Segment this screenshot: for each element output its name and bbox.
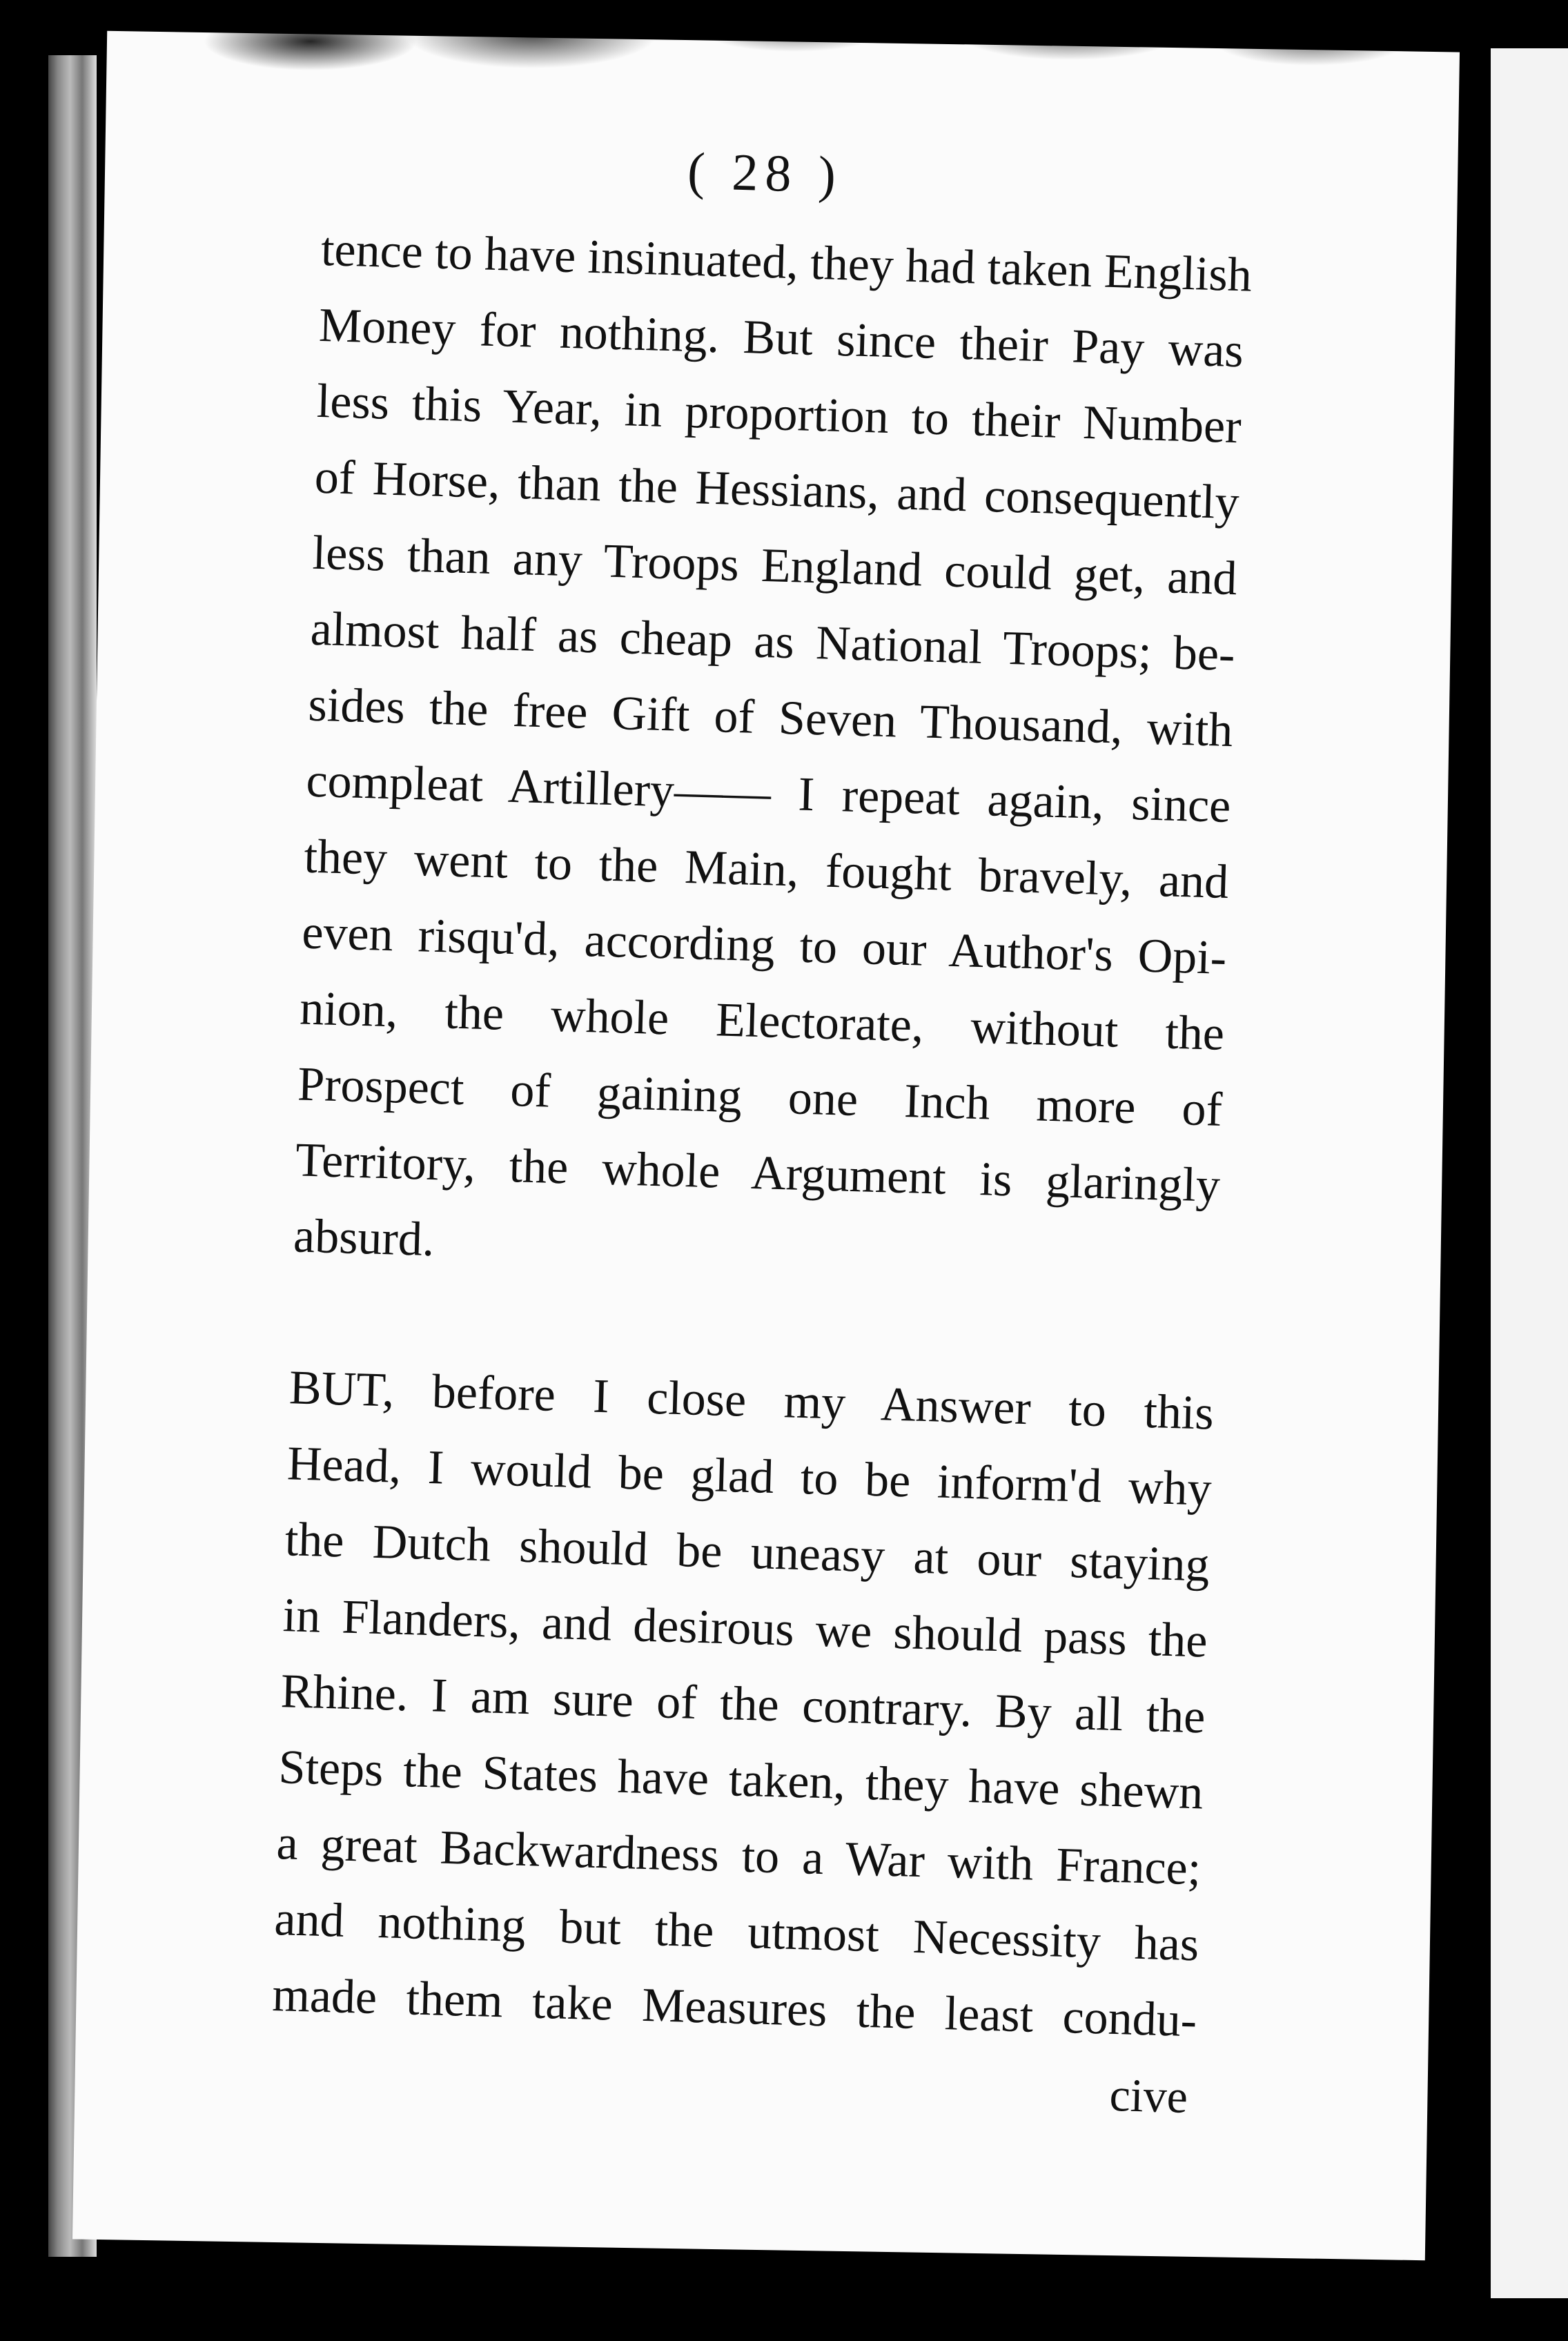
text-line: of Horse, than the Hessians, and consequently bbox=[313, 450, 1240, 530]
text-line: absurd. bbox=[293, 1209, 435, 1267]
text-line: almost half as cheap as National Troops; be- bbox=[309, 602, 1236, 682]
text-line: Money for nothing. But since their Pay was bbox=[318, 298, 1244, 378]
dust-mark bbox=[386, 2284, 469, 2326]
text-line: in Flanders, and desirous we should pass the bbox=[282, 1589, 1208, 1668]
catchword: cive bbox=[1108, 2068, 1189, 2124]
text-line: and nothing but the utmost Necessity has bbox=[273, 1892, 1200, 1972]
text-line: BUT, before I close my Answer to this bbox=[288, 1361, 1215, 1440]
paragraph-2 bbox=[271, 1350, 1215, 2059]
text-line: compleat Artillery—— I repeat again, since bbox=[305, 754, 1232, 834]
text-line: tence to have insinuated, they had taken English bbox=[320, 222, 1253, 302]
text-line: made them take Measures the least condu- bbox=[271, 1968, 1198, 2048]
text-line: less this Year, in proportion to their Number bbox=[315, 374, 1242, 454]
text-line: they went to the Main, fought bravely, and bbox=[303, 830, 1230, 909]
text-line: sides the free Gift of Seven Thousand, with bbox=[307, 678, 1234, 758]
text-line: a great Backwardness to a War with France; bbox=[275, 1816, 1202, 1896]
adjacent-page bbox=[1484, 48, 1568, 2298]
paragraph-1 bbox=[293, 212, 1253, 1300]
text-line: nion, the whole Electorate, without the bbox=[299, 981, 1226, 1061]
book-binding bbox=[0, 0, 41, 2341]
text-line: Prospect of gaining one Inch more of bbox=[297, 1057, 1223, 1137]
text-line: Rhine. I am sure of the contrary. By all the bbox=[280, 1665, 1206, 1744]
page-text-block bbox=[269, 131, 1253, 2135]
text-line: the Dutch should be uneasy at our staying bbox=[284, 1513, 1211, 1592]
text-line: Head, I would be glad to be inform'd why bbox=[286, 1437, 1213, 1516]
page-number: ( 28 ) bbox=[687, 141, 843, 204]
text-line: less than any Troops England could get, and bbox=[311, 526, 1238, 606]
text-line: Steps the States have taken, they have shewn bbox=[277, 1741, 1204, 1820]
text-line: Territory, the whole Argument is glaringly bbox=[295, 1133, 1221, 1213]
text-line: even risqu'd, according to our Author's Opi- bbox=[301, 905, 1228, 985]
